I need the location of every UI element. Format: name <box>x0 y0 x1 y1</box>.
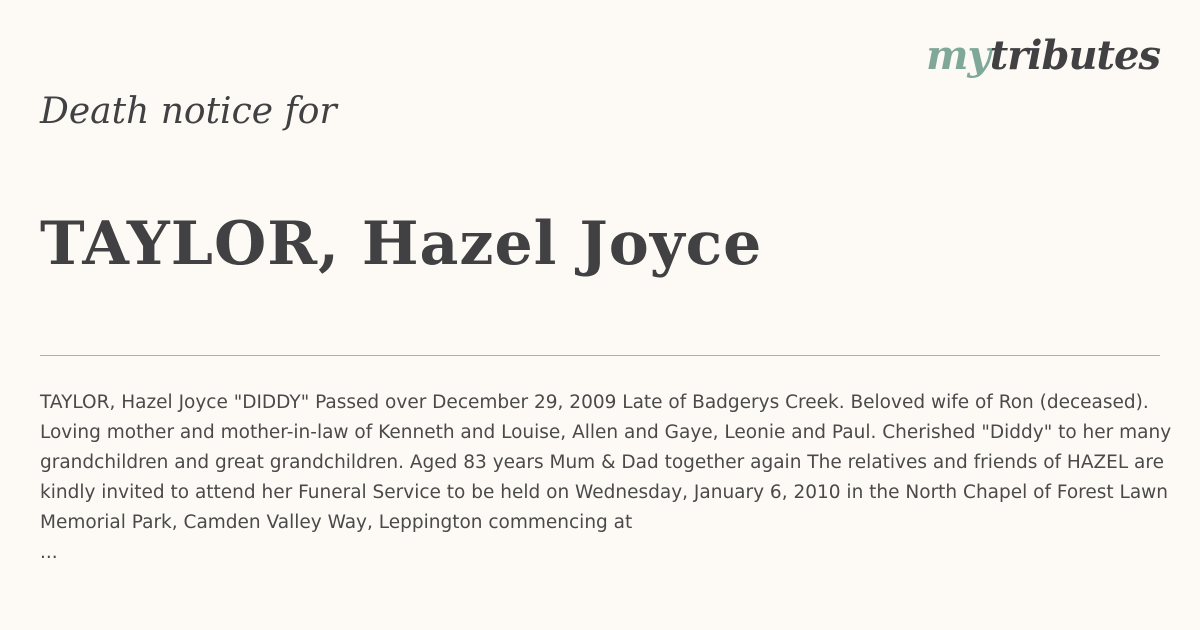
logo-tributes: tributes <box>989 32 1160 79</box>
notice-ellipsis: ... <box>40 542 58 563</box>
deceased-name: TAYLOR, Hazel Joyce <box>40 209 763 279</box>
divider <box>40 355 1160 356</box>
logo-my: my <box>926 32 990 79</box>
mytributes-logo[interactable] <box>926 32 1160 79</box>
notice-text: TAYLOR, Hazel Joyce "DIDDY" Passed over December 29, 2009 Late of Badgerys Creek. Beloved wife of Ron (deceased). Loving mother and mother-in-law of Kenneth and Louise, Allen and Gaye, Leonie and Paul. Cherished "Diddy" to her many grandchildren and great grandchildren. Aged 83 years Mum & Dad together again The relatives and friends of HAZEL are kindly invited to attend her Funeral Service to be held on Wednesday, January 6, 2010 in the North Chapel of Forest Lawn Memorial Park, Camden Valley Way, Leppington commencing at <box>40 392 1172 533</box>
death-notice-kicker: Death notice for <box>40 91 337 132</box>
